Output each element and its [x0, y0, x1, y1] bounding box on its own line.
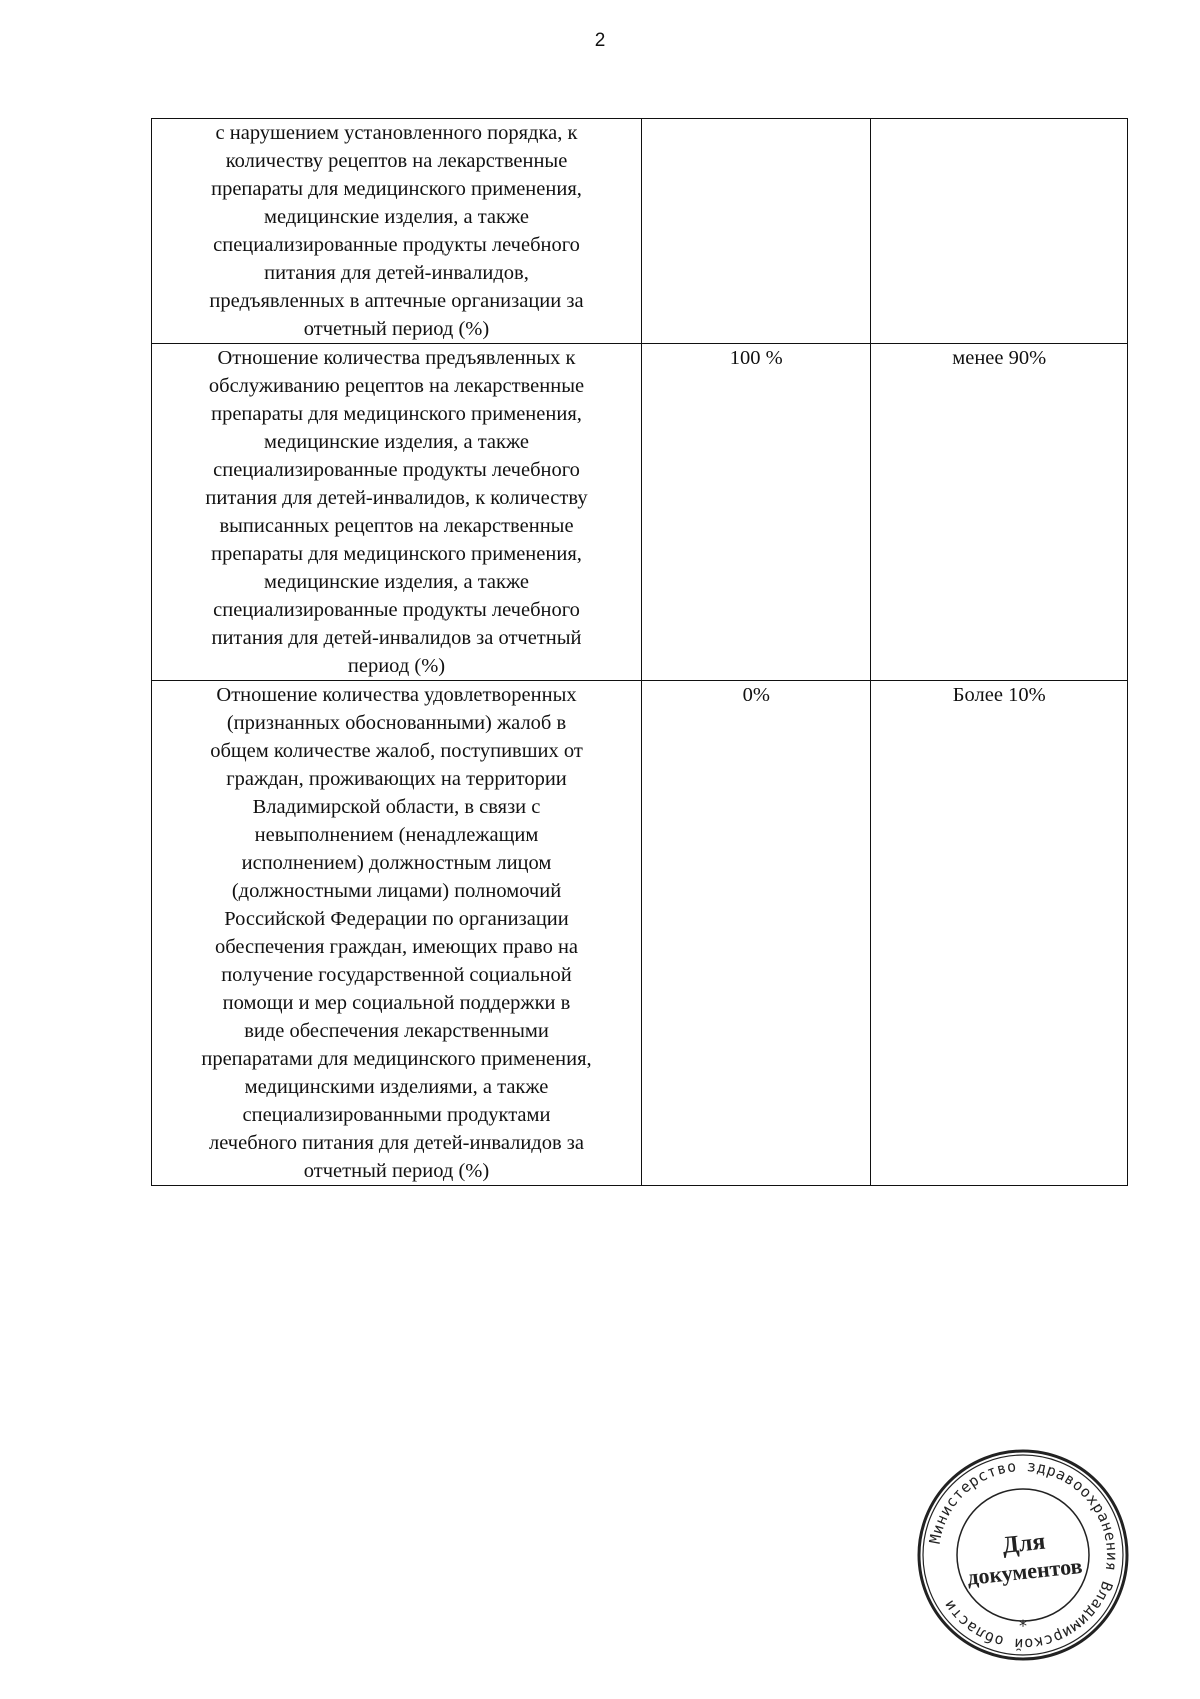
page-number: 2 — [594, 30, 606, 51]
table-row — [152, 119, 1128, 344]
indicator-text-line: специализированные продукты лечебного — [213, 599, 580, 621]
indicator-text-line: медицинские изделия, а также — [264, 571, 529, 593]
indicator-text-line: получение государственной социальной — [221, 964, 572, 986]
stamp-star: * — [1019, 1616, 1027, 1635]
indicator-text-line: отчетный период (%) — [303, 318, 490, 340]
indicator-text-line: обеспечения граждан, имеющих право на — [214, 936, 579, 958]
indicator-text-line: общем количестве жалоб, поступивших от — [210, 740, 583, 762]
indicator-text-line: Отношение количества удовлетворенных — [216, 684, 577, 706]
indicator-text-line: специализированные продукты лечебного — [213, 234, 580, 256]
indicator-text-line: препараты для медицинского применения, — [211, 178, 582, 200]
threshold-cell — [871, 119, 1128, 344]
indicator-text-line: обслуживанию рецептов на лекарственные — [208, 375, 585, 397]
indicator-text-line: препараты для медицинского применения, — [211, 543, 582, 565]
official-stamp — [913, 1445, 1133, 1665]
indicator-text-line: питания для детей-инвалидов, — [264, 262, 529, 284]
stamp-seal — [913, 1445, 1133, 1665]
indicator-text-line: медицинские изделия, а также — [264, 431, 529, 453]
indicator-text-line: (должностными лицами) полномочий — [231, 880, 562, 902]
stamp-ring-text: Министерство здравоохранения Владимирской области — [925, 1456, 1122, 1654]
indicator-text-line: количеству рецептов на лекарственные — [225, 150, 568, 172]
indicator-text-line: помощи и мер социальной поддержки в — [222, 992, 571, 1014]
indicator-text-line: препараты для медицинского применения, — [211, 403, 582, 425]
indicator-text-line: граждан, проживающих на территории — [226, 768, 567, 790]
indicator-text-line: Владимирской области, в связи с — [252, 796, 541, 818]
indicators-table — [151, 118, 1128, 1186]
indicator-text-line: предъявленных в аптечные организации за — [209, 290, 584, 312]
table-row — [152, 681, 1128, 1186]
indicator-text-line: невыполнением (ненадлежащим — [254, 824, 539, 846]
stamp-center-line2: документов — [965, 1552, 1084, 1590]
indicator-text-line: специализированные продукты лечебного — [213, 459, 580, 481]
indicator-text-line: отчетный период (%) — [303, 1160, 490, 1182]
value-cell: 100 % — [642, 344, 871, 681]
indicator-text-line: лечебного питания для детей-инвалидов за — [208, 1132, 584, 1154]
indicator-text-line: период (%) — [347, 655, 446, 677]
indicator-text-line: медицинские изделия, а также — [264, 206, 529, 228]
indicator-text-line: питания для детей-инвалидов за отчетный — [211, 627, 582, 649]
table-row — [152, 344, 1128, 681]
indicator-text-line: с нарушением установленного порядка, к — [215, 122, 578, 144]
indicator-text-line: выписанных рецептов на лекарственные — [219, 515, 574, 537]
indicator-text-line: препаратами для медицинского применения, — [201, 1048, 592, 1070]
indicator-cell — [152, 681, 642, 1186]
indicator-text-line: специализированными продуктами — [242, 1104, 551, 1126]
value-cell — [642, 119, 871, 344]
indicator-cell — [152, 119, 642, 344]
stamp-center-line1: Для — [1001, 1528, 1047, 1560]
indicator-text-line: (признанных обоснованными) жалоб в — [226, 712, 567, 734]
threshold-cell: Более 10% — [871, 681, 1128, 1186]
indicator-text-line: виде обеспечения лекарственными — [244, 1020, 549, 1042]
indicator-text-line: медицинскими изделиями, а также — [244, 1076, 549, 1098]
indicator-cell — [152, 344, 642, 681]
indicator-text-line: Российской Федерации по организации — [224, 908, 569, 930]
value-cell: 0% — [642, 681, 871, 1186]
indicator-text-line: Отношение количества предъявленных к — [217, 347, 576, 369]
indicator-text-line: питания для детей-инвалидов, к количеству — [205, 487, 588, 509]
indicator-text-line: исполнением) должностным лицом — [241, 852, 552, 874]
threshold-cell: менее 90% — [871, 344, 1128, 681]
